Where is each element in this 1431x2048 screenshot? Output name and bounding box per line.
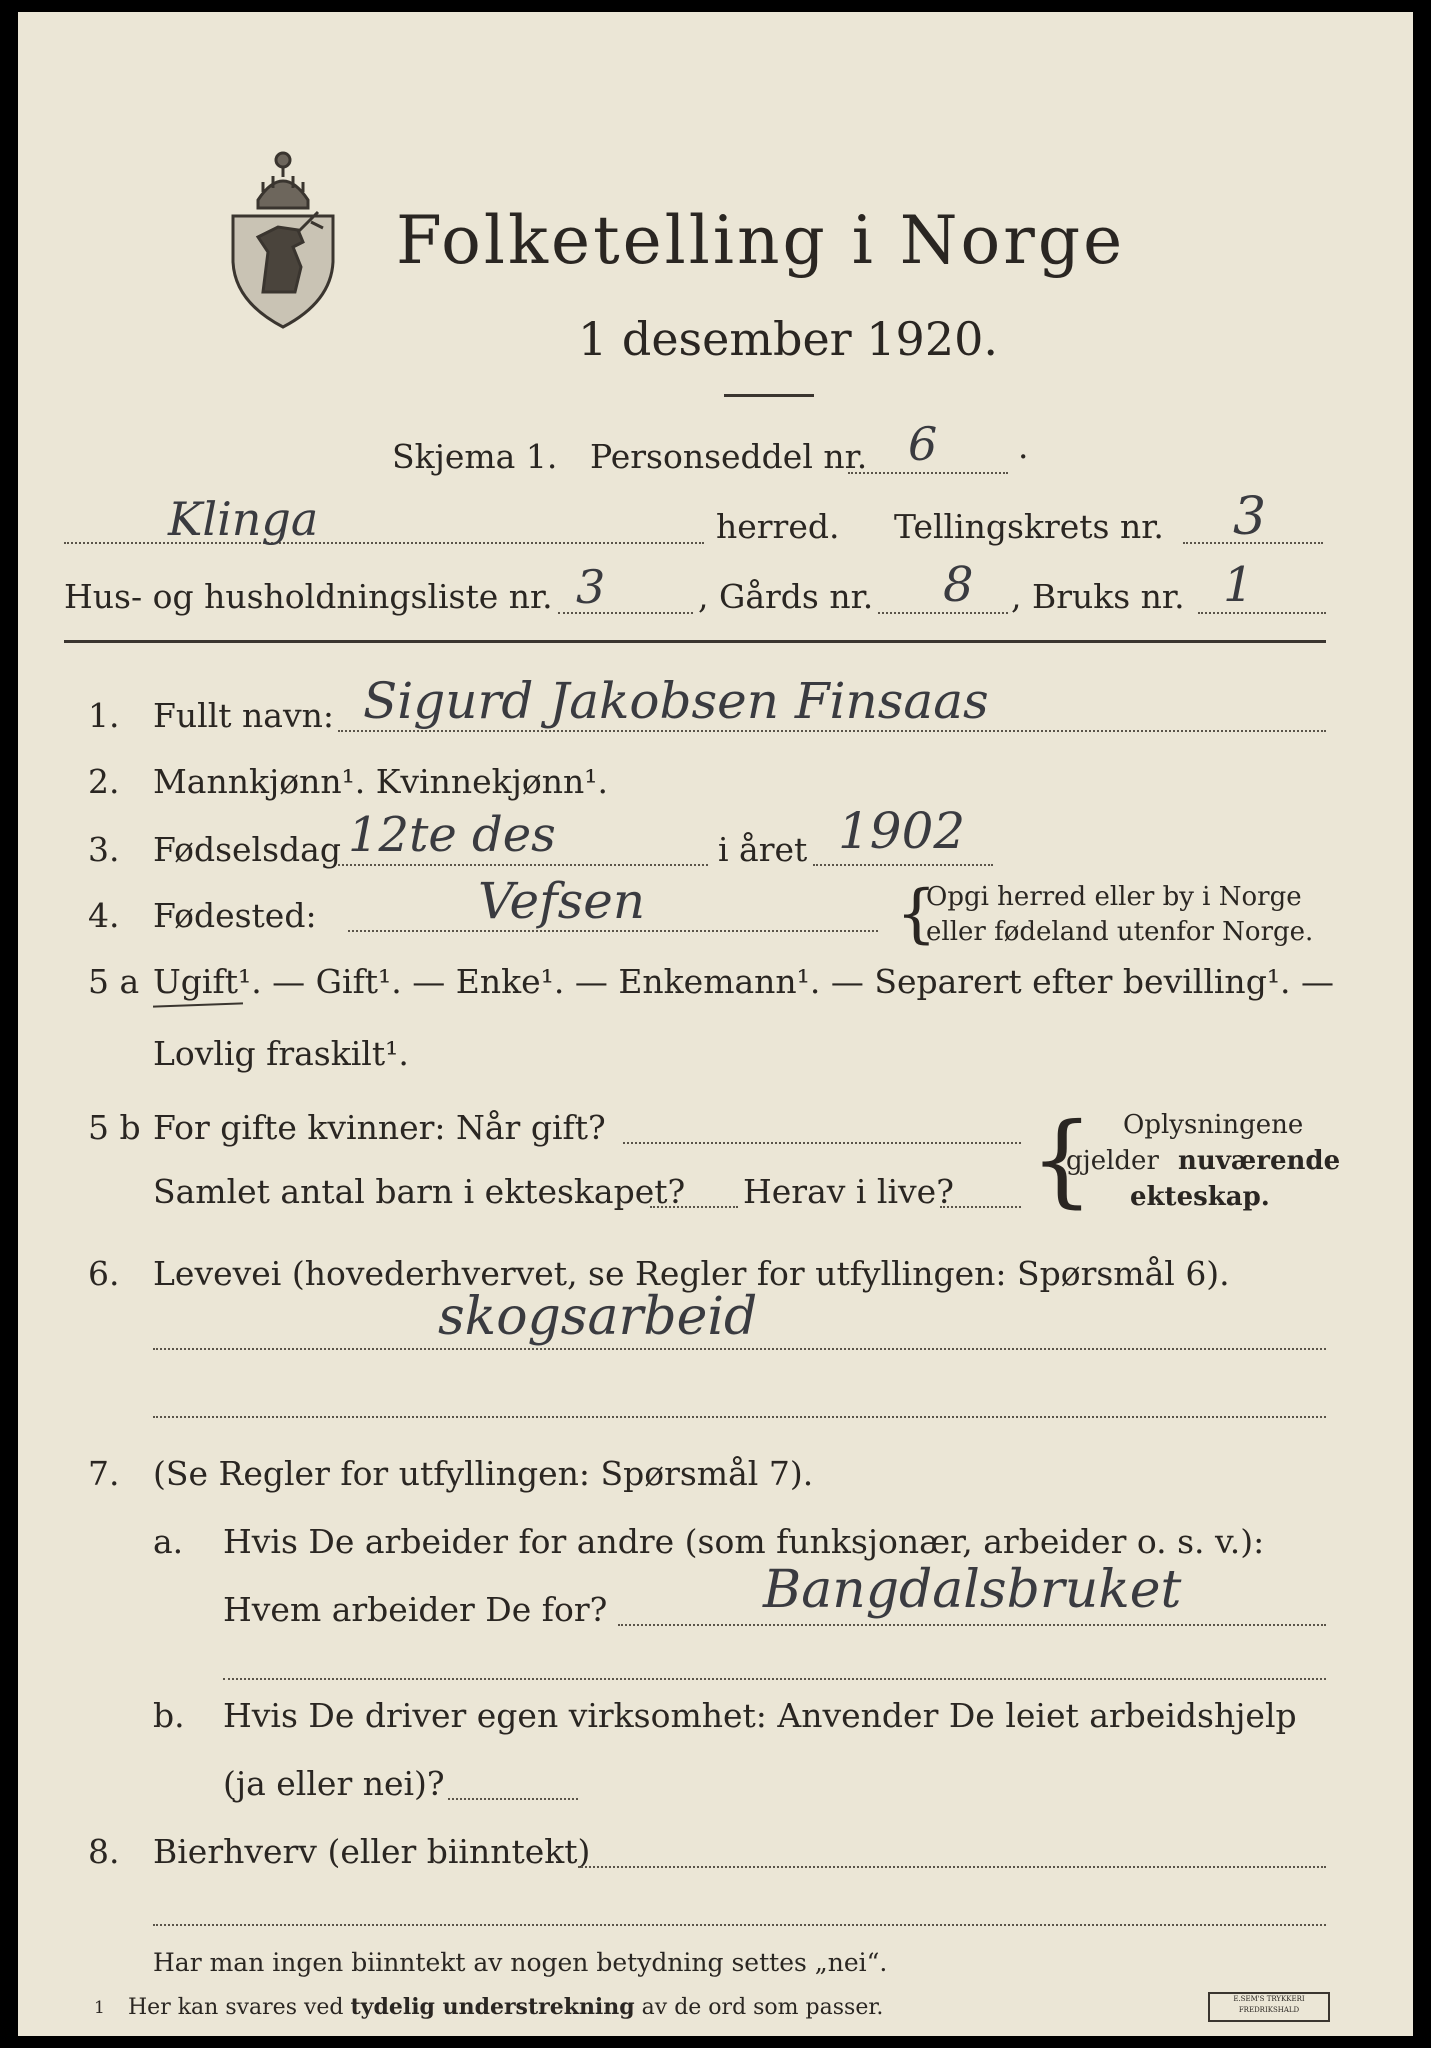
q8-line-1: [578, 1866, 1326, 1868]
footnote-text: [128, 1994, 883, 2020]
herred-label: herred.: [716, 507, 840, 546]
q4-note-line-1: Opgi herred eller by i Norge: [926, 882, 1302, 912]
q3-year-value: 1902: [838, 802, 966, 860]
title-divider: [724, 394, 814, 397]
q7a-line-2: [223, 1678, 1326, 1680]
q5b-gift-line: [623, 1142, 1021, 1144]
q5a-number: 5 a: [88, 962, 140, 1001]
q6-line-1: [153, 1348, 1326, 1350]
hus-value: 3: [576, 560, 606, 614]
gards-value: 8: [943, 557, 974, 613]
q1-value: Sigurd Jakobsen Finsaas: [363, 672, 989, 730]
bruks-value: 1: [1223, 557, 1254, 613]
q5b-number: 5 b: [88, 1108, 141, 1147]
hus-label: Hus- og husholdningsliste nr.: [64, 577, 553, 616]
q2-label: Mannkjønn¹. Kvinnekjønn¹.: [153, 762, 608, 801]
printer-line-2: FREDRIKSHALD: [1238, 2006, 1300, 2014]
q4-note-brace: {: [896, 877, 937, 951]
footnote-number: 1: [94, 1998, 105, 2018]
footer-note: Har man ingen biinntekt av nogen betydning settes „nei“.: [153, 1948, 888, 1977]
q7b-line: [448, 1798, 578, 1800]
q5b-label-2: Samlet antal barn i ekteskapet?: [153, 1172, 686, 1211]
q8-number: 8.: [88, 1832, 120, 1871]
q6-label: Levevei (hovederhvervet, se Regler for utfyllingen: Spørsmål 6).: [153, 1254, 1230, 1293]
q2-number: 2.: [88, 762, 120, 801]
q6-value: skogsarbeid: [438, 1287, 758, 1347]
q8-line-2: [153, 1924, 1326, 1926]
q5b-note-line-2b: nuværende: [1178, 1146, 1341, 1176]
q7a-line-1: [618, 1624, 1326, 1626]
q4-number: 4.: [88, 896, 120, 935]
herred-line: [64, 542, 704, 544]
q5b-note-line-1: Oplysningene: [1123, 1110, 1304, 1140]
tellingskrets-value: 3: [1233, 487, 1267, 547]
q3-number: 3.: [88, 830, 120, 869]
q7-number: 7.: [88, 1454, 120, 1493]
footnote-text-c: av de ord som passer.: [641, 1995, 884, 2020]
census-form-page: [18, 12, 1413, 2036]
q4-label: Fødested:: [153, 896, 317, 935]
q5a-ugift-underline: [153, 1002, 243, 1007]
personseddel-value: 6: [908, 417, 938, 471]
q7-label: (Se Regler for utfyllingen: Spørsmål 7).: [153, 1454, 814, 1493]
q5b-label-3: Herav i live?: [743, 1172, 954, 1211]
gards-label: , Gårds nr.: [698, 577, 874, 616]
bruks-line: [1198, 612, 1326, 614]
q7a-label-2: Hvem arbeider De for?: [223, 1590, 608, 1629]
q5a-label-2: Lovlig fraskilt¹.: [153, 1034, 409, 1073]
q7b-label-2: (ja eller nei)?: [223, 1764, 445, 1803]
header-separator: [64, 640, 1326, 643]
q5b-live-line: [940, 1206, 1021, 1208]
q5b-note-line-3: ekteskap.: [1130, 1182, 1270, 1212]
q1-line: [338, 730, 1326, 732]
footnote-text-b: tydelig understrekning: [350, 1994, 635, 2020]
q1-number: 1.: [88, 696, 120, 735]
q5b-barn-line: [650, 1206, 738, 1208]
form-title: Folketelling i Norge: [396, 202, 1126, 279]
q6-number: 6.: [88, 1254, 120, 1293]
q5b-note-line-2a: gjelder: [1066, 1146, 1159, 1176]
q3-year-line: [813, 864, 993, 866]
q1-label: Fullt navn:: [153, 696, 334, 735]
q5b-note-brace: {: [1030, 1101, 1094, 1218]
q7a-number: a.: [153, 1522, 184, 1561]
q6-line-2: [153, 1416, 1326, 1418]
q3-year-label: i året: [718, 830, 808, 869]
q4-note-line-2: eller fødeland utenfor Norge.: [926, 917, 1314, 947]
herred-value: Klinga: [168, 492, 319, 546]
q7a-label-1: Hvis De arbeider for andre (som funksjonær, arbeider o. s. v.):: [223, 1522, 1265, 1561]
norwegian-coat-of-arms-icon: [223, 142, 343, 332]
bruks-label: , Bruks nr.: [1011, 577, 1185, 616]
tellingskrets-label: Tellingskrets nr.: [894, 507, 1164, 546]
q3-value: 12te des: [348, 807, 556, 863]
schema-label: Skjema 1.: [392, 437, 558, 476]
q4-value: Vefsen: [478, 872, 646, 930]
q3-line: [338, 864, 708, 866]
form-date: 1 desember 1920.: [578, 312, 998, 366]
personseddel-line: [848, 472, 1008, 474]
footnote-text-a: Her kan svares ved: [128, 1995, 344, 2020]
q5b-label-1: For gifte kvinner: Når gift?: [153, 1108, 606, 1147]
personseddel-label: Personseddel nr.: [590, 437, 868, 476]
q8-label: Bierhverv (eller biinntekt): [153, 1832, 591, 1871]
q3-label: Fødselsdag: [153, 830, 341, 869]
q7b-number: b.: [153, 1696, 185, 1735]
q7a-value: Bangdalsbruket: [763, 1560, 1182, 1620]
printer-line-1: E.SEM'S TRYKKERI: [1233, 1995, 1305, 2003]
personseddel-dot: ·: [1018, 437, 1029, 476]
printer-stamp: [1208, 1992, 1330, 2022]
q5a-label-1: Ugift¹. — Gift¹. — Enke¹. — Enkemann¹. — Separert efter bevilling¹. —: [153, 962, 1335, 1001]
q7b-label-1: Hvis De driver egen virksomhet: Anvender De leiet arbeidshjelp: [223, 1696, 1297, 1735]
q4-line: [348, 930, 878, 932]
